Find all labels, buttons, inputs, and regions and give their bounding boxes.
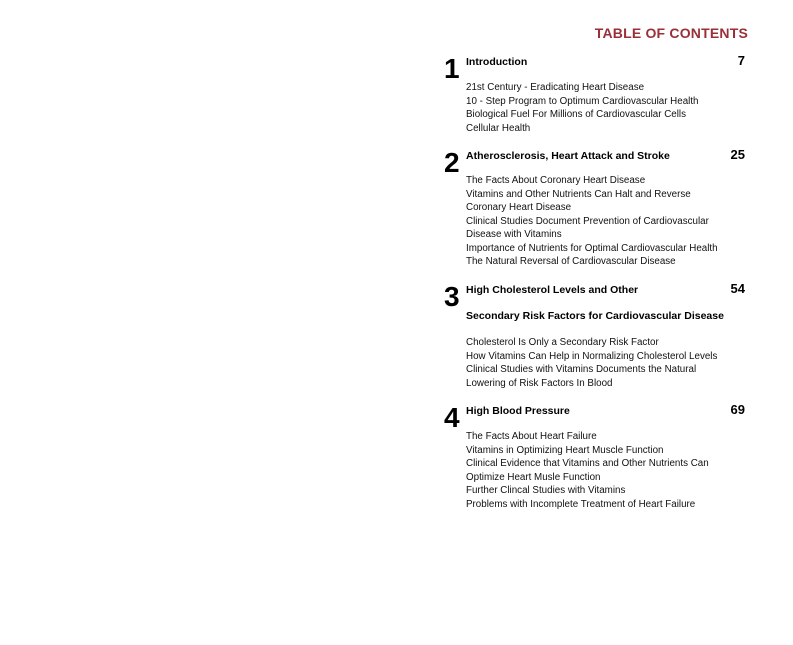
topic-item: Clinical Studies with Vitamins Documents the Natural bbox=[466, 364, 697, 375]
topic-item: 10 - Step Program to Optimum Cardiovascular Health bbox=[466, 95, 699, 107]
topic-item: Problems with Incomplete Treatment of Heart Failure bbox=[466, 498, 696, 510]
topic-item: Clinical Evidence that Vitamins and Other Nutrients Can bbox=[466, 458, 709, 469]
topic-item: Vitamins and Other Nutrients Can Halt and Reverse bbox=[466, 188, 691, 200]
topic-item: Vitamins in Optimizing Heart Muscle Function bbox=[466, 444, 664, 456]
chapter-page-number: 54 bbox=[730, 281, 745, 296]
topic-item: The Facts About Heart Failure bbox=[466, 431, 597, 442]
topic-item: Cholesterol Is Only a Secondary Risk Factor bbox=[466, 337, 659, 348]
topic-list bbox=[466, 336, 717, 390]
topic-item: Biological Fuel For Millions of Cardiovascular Cells bbox=[466, 109, 686, 120]
topic-item: 21st Century - Eradicating Heart Disease bbox=[466, 82, 645, 93]
topic-item: Cellular Health bbox=[466, 122, 531, 134]
topic-item: The Facts About Coronary Heart Disease bbox=[466, 175, 646, 186]
chapter-number: 3 bbox=[444, 281, 460, 312]
topic-list bbox=[466, 81, 699, 135]
chapter-number: 4 bbox=[444, 402, 460, 433]
topic-list bbox=[466, 430, 709, 511]
chapter-title: Introduction bbox=[466, 56, 528, 68]
chapter-page-number: 69 bbox=[730, 402, 745, 417]
topic-item: Clinical Studies Document Prevention of Cardiovascular bbox=[466, 215, 709, 227]
topic-list bbox=[466, 174, 718, 269]
chapter-4 bbox=[444, 404, 749, 514]
topic-item: Coronary Heart Disease bbox=[466, 202, 572, 213]
topic-item: Optimize Heart Musle Function bbox=[466, 471, 601, 483]
chapter-title: High Blood Pressure bbox=[466, 405, 570, 417]
chapter-number: 1 bbox=[444, 53, 460, 84]
topic-item: Disease with Vitamins bbox=[466, 229, 562, 240]
chapter-1 bbox=[444, 55, 749, 135]
chapter-page-number: 25 bbox=[730, 147, 745, 162]
chapter-number: 2 bbox=[444, 147, 460, 178]
topic-item: Lowering of Risk Factors In Blood bbox=[466, 377, 613, 389]
chapter-title: High Cholesterol Levels and Other bbox=[466, 284, 639, 296]
chapter-3 bbox=[444, 283, 749, 393]
chapter-title: Atherosclerosis, Heart Attack and Stroke bbox=[466, 150, 670, 162]
topic-item: Importance of Nutrients for Optimal Cardiovascular Health bbox=[466, 242, 718, 254]
topic-item: Further Clincal Studies with Vitamins bbox=[466, 485, 626, 496]
chapter-page-number: 7 bbox=[737, 53, 745, 68]
chapter-2 bbox=[444, 149, 749, 271]
toc-heading: TABLE OF CONTENTS bbox=[594, 25, 748, 41]
topic-item: How Vitamins Can Help in Normalizing Cholesterol Levels bbox=[466, 350, 718, 362]
chapter-title-continued: Secondary Risk Factors for Cardiovascular Disease bbox=[466, 310, 724, 322]
topic-item: The Natural Reversal of Cardiovascular Disease bbox=[466, 256, 676, 267]
